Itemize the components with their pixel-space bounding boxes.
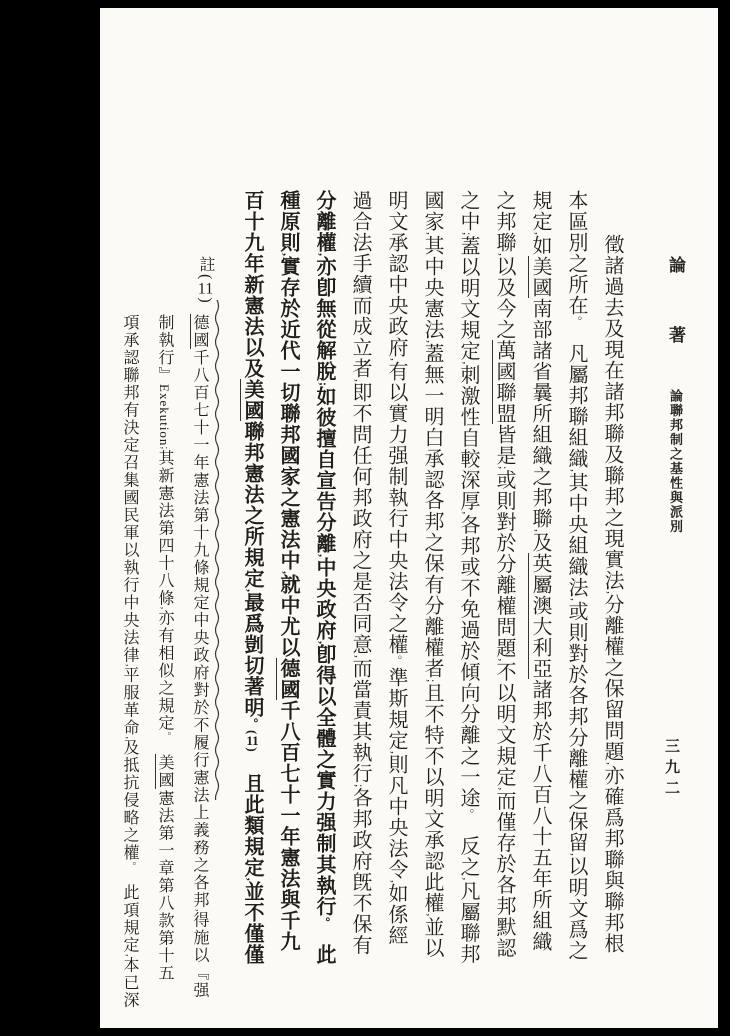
- punctuation: 。: [124, 861, 135, 867]
- proper-noun: 美國: [156, 754, 173, 790]
- text-column: 規定,如美國南部諸省曩所組織之邦聯,及英屬澳大利亞諸邦於千八百八十五年所組織: [529, 190, 551, 952]
- punctuation: 。: [569, 316, 583, 322]
- punctuation: 。: [317, 917, 331, 923]
- punctuation: ,: [533, 232, 547, 235]
- text-column: 項承認聯邦有決定召集國民軍以執行中央法律,平服革命,及抵抗侵略之權。 此項規定,本已深: [121, 314, 138, 1009]
- punctuation: ,: [461, 511, 475, 515]
- punctuation: ,: [124, 736, 135, 739]
- punctuation: ;: [353, 784, 367, 788]
- proper-noun: 英屬澳大利亞: [529, 553, 551, 679]
- punctuation: 。: [159, 731, 170, 737]
- punctuation: ,: [159, 606, 170, 610]
- text-column: 國家,其中央憲法,蓋無一明白承認各邦之保有分離權者;且不特不以明文承認此權,並以: [421, 190, 443, 959]
- note-label: [194, 256, 216, 305]
- note-reference: ): [245, 747, 260, 752]
- latin-term: Exekution: [157, 384, 172, 447]
- punctuation: ;: [461, 232, 475, 236]
- punctuation: ,: [569, 853, 583, 856]
- running-head: [663, 256, 688, 534]
- punctuation: ,: [124, 954, 135, 957]
- punctuation: ;: [159, 446, 170, 450]
- text-column: 註(11): [197, 256, 214, 305]
- punctuation: ,: [569, 469, 583, 472]
- punctuation: ,: [389, 358, 403, 361]
- text-column: 分離權,亦卽無從解脫;如彼擅自宣告分離,中央政府,卽得以全體之實力强制其執行。 此: [313, 190, 335, 965]
- note-reference: (: [245, 730, 260, 735]
- punctuation: ,: [353, 655, 367, 658]
- text-column: 明文承認中央政府,有以實力强制執行中央法令之權。準斯規定,則凡中央法令,如係經: [385, 190, 407, 946]
- proper-noun: 美國: [529, 256, 551, 298]
- text-column: 徵諸過去及現在諸邦聯及聯邦之現實法,分離權之保留問題,亦確爲邦聯與聯邦根: [601, 234, 623, 954]
- punctuation: ,: [497, 787, 511, 791]
- punctuation: ,: [605, 591, 619, 594]
- punctuation: ;: [317, 382, 331, 386]
- punctuation: ,: [317, 554, 331, 557]
- punctuation: ,: [605, 762, 619, 765]
- punctuation: ,: [497, 658, 511, 662]
- text-column: 過合法手續而成立者,即不問任何邦政府之是否同意,而當責其執行;各邦政府旣不保有: [349, 190, 371, 956]
- punctuation: ,: [569, 598, 583, 601]
- punctuation: ,: [461, 877, 475, 881]
- punctuation: ,: [353, 379, 367, 382]
- proper-noun: 美國: [241, 379, 263, 421]
- proper-noun: 德國: [191, 314, 208, 349]
- punctuation: ,: [245, 589, 259, 592]
- text-column: 之邦聯,以及今之萬國聯盟皆是;或則對於分離權問題,不以明文規定,而僅存於各邦默認: [493, 190, 515, 959]
- punctuation: ,: [194, 909, 205, 912]
- text-column: 制執行』Exekution;其新憲法第四十八條,亦有相似之規定。 美國憲法第一章第八款第十五: [156, 314, 173, 982]
- punctuation: ,: [425, 340, 439, 343]
- text-column: 本區別之所在。 凡屬邦聯組織,其中央組織法,或則對於各邦分離權之保留,以明文爲之: [565, 190, 587, 961]
- punctuation: ,: [533, 529, 547, 532]
- book-page: [100, 8, 718, 1028]
- page-number: 三九二: [663, 738, 679, 801]
- punctuation: ,: [461, 361, 475, 365]
- running-head-title: 論聯邦制之基性與派別: [668, 389, 683, 534]
- punctuation: ;: [497, 466, 511, 470]
- text-column: 百十九年新憲法以及美國聯邦憲法之所規定,最爲剴切著明。(11) 且此類規定,並不僅僅: [241, 190, 263, 965]
- note-reference: 11: [197, 281, 214, 298]
- punctuation: ,: [317, 641, 331, 644]
- text-column: 之中;蓋以明文規定,刺激性自較深厚,各邦或不免過於傾向分離之一途。 反之,凡屬聯邦: [457, 190, 479, 965]
- text-column: 種原則,實存於近代一切聯邦國家之憲法中,就中尤以德國千八百七十一年憲法與千九: [277, 190, 299, 952]
- punctuation: ,: [245, 877, 259, 881]
- punctuation: ,: [281, 253, 295, 256]
- proper-noun: 德國: [277, 658, 299, 700]
- note-reference: 11: [246, 734, 259, 748]
- punctuation: ,: [317, 253, 331, 256]
- text-column: 德國千八百七十一年憲法第十九條規定中央政府對於不履行憲法上義務之各邦,得施以『强: [191, 314, 208, 999]
- punctuation: ,: [425, 232, 439, 235]
- punctuation: ;: [425, 679, 439, 683]
- punctuation: ,: [124, 664, 135, 667]
- punctuation: ,: [281, 571, 295, 574]
- body-text: [234, 190, 630, 965]
- running-head-section: 論 著: [666, 256, 685, 361]
- punctuation: ,: [425, 913, 439, 917]
- punctuation: ,: [389, 751, 403, 754]
- punctuation: 。: [245, 718, 259, 730]
- punctuation: ,: [497, 253, 511, 256]
- punctuation: 。: [389, 655, 403, 667]
- punctuation: ,: [389, 880, 403, 883]
- proper-noun: 萬國聯盟: [493, 340, 515, 424]
- punctuation: 。: [461, 808, 475, 815]
- note-text: [112, 314, 217, 1009]
